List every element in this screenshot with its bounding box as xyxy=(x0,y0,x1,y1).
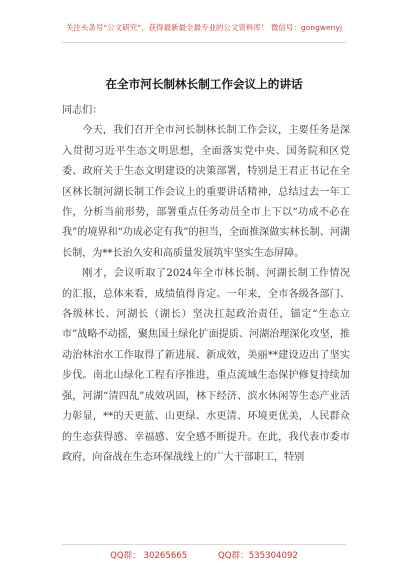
footer-divider xyxy=(62,544,346,545)
qq-group-1: QQ群： 30265665 xyxy=(110,551,188,561)
header-divider xyxy=(62,42,346,43)
paragraph: 刚才，会议听取了2024年全市林长制、河湖长制工作情况的汇报，总体来看，成绩值得肯定。一年来，全市各级各部门、各级林长、河湖长（湖长）坚决扛起政治责任，锚定“生态立市”战略不动摇，聚焦国土绿化扩面提质、河湖治理深化攻坚，推动治林治水工作取得了新进展、新成效，美丽**建设迈出了坚实步伐。南北山绿化工程有序推进，重点流域生态保护修复持续加强，河湖“清四乱”成效巩固，林下经济、滨水休闲等生态产业活力彰显，**的天更蓝、山更绿、水更清、环境更优美，人民群众的生态获得感、幸福感、安全感不断提升。在此，我代表市委市政府，向奋战在生态环保战线上的广大干部职工，特别 xyxy=(62,268,350,463)
paragraph: 今天，我们召开全市河长制林长制工作会议，主要任务是深入贯彻习近平生态文明思想，全面落实党中央、国务院和区党委、政府关于生态文明建设的决策部署，特别是王君正书记在全区林长制河湖长制工作会议上的重要讲话精神，总结过去一年工作，分析当前形势，部署重点任务动员全市上下以“功成不必在我”的境界和“功成必定有我”的担当，全面推深做实林长制、河湖长制，为**长治久安和高质量发展筑牢坚实生态屏障。 xyxy=(62,125,351,259)
salutation: 同志们： xyxy=(62,105,103,116)
promo-header: 关注头条号“公文研究”，获得最新最全最专业的公文资料库！ 微信号：gongwenyj xyxy=(65,23,343,32)
document-title: 在全市河长制林长制工作会议上的讲话 xyxy=(105,77,303,91)
footer-contacts xyxy=(0,549,408,561)
qq-group-2: QQ群：535304092 xyxy=(218,551,298,561)
document-body xyxy=(62,101,350,468)
